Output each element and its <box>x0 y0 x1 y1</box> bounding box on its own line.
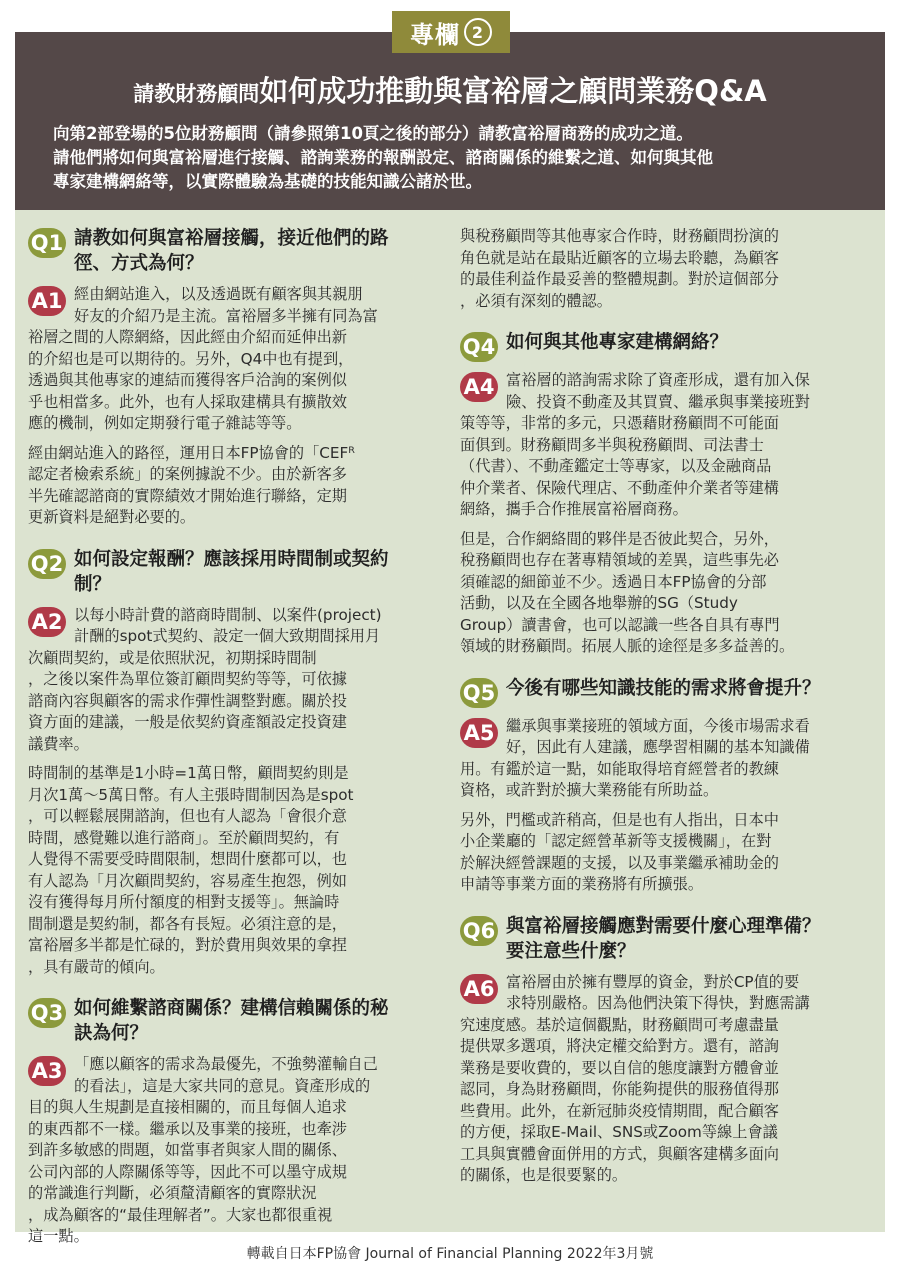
answer-line: 險、投資不動產及其買賣、繼承與事業接班對 <box>506 392 810 411</box>
answer-line: 角色就是站在最貼近顧客的立場去聆聽，為顧客 <box>460 248 779 267</box>
question-line: 與富裕層接觸應對需要什麼心理準備？ <box>506 915 821 937</box>
answer-body <box>460 1015 870 1187</box>
answer-line: 的方便，採取E-Mail、SNS或Zoom等線上會議 <box>460 1123 778 1141</box>
intro-text <box>53 122 858 194</box>
answer-row <box>28 1054 438 1097</box>
answer-body <box>460 413 870 521</box>
answer-row <box>460 716 870 759</box>
answer-line: ，必須有深刻的體認。 <box>460 291 612 310</box>
a-badge: A6 <box>460 974 498 1004</box>
answer-line: 經由網站進入，以及透過既有顧客與其親朋 <box>74 285 363 303</box>
answer-row <box>460 370 870 413</box>
answer-row <box>460 972 870 1015</box>
answer-line: 但是，合作網絡間的夥伴是否彼此契合，另外， <box>460 529 779 548</box>
q-badge: Q5 <box>460 678 498 708</box>
answer-line: 活動，以及在全國各地舉辦的SG（Study <box>460 594 738 612</box>
answer-line: ，成為顧客的“最佳理解者”。大家也都很重視 <box>28 1205 333 1224</box>
answer-line: 於解決經營課題的支援，以及事業繼承補助金的 <box>460 853 779 872</box>
answer-line: 人覺得不需要受時間限制，想問什麼都可以，也 <box>28 850 347 868</box>
answer-paragraph <box>460 226 870 312</box>
answer-lead <box>506 716 810 759</box>
a-badge: A2 <box>28 607 66 637</box>
answer-paragraph <box>28 443 438 529</box>
answer-line: 提供眾多選項，將決定權交給對方。還有，諮詢 <box>460 1037 779 1055</box>
a-badge: A3 <box>28 1056 66 1086</box>
question-row <box>28 547 438 597</box>
left-column <box>28 226 438 1266</box>
qa-item-q5 <box>460 676 870 896</box>
answer-line: 時間制的基準是1小時=1萬日幣，顧問契約則是 <box>28 764 349 782</box>
answer-line: 另外，門檻或許稍高，但是也有人指出，日本中 <box>460 810 779 829</box>
column-label: 專欄 <box>410 20 460 49</box>
question-text <box>506 914 821 964</box>
question-text <box>74 547 389 597</box>
answer-line: 策等等，非常的多元，只憑藉財務顧問不可能面 <box>460 414 779 432</box>
answer-lead <box>74 1054 378 1097</box>
answer-paragraph <box>460 810 870 896</box>
q-badge: Q2 <box>28 549 66 579</box>
q-badge: Q3 <box>28 998 66 1028</box>
answer-line: （代書）、不動產鑑定士等專家，以及金融商品 <box>460 457 772 475</box>
answer-line: 次顧問契約，或是依照狀況，初期採時間制 <box>28 648 317 667</box>
column-tab <box>392 11 510 53</box>
question-line: 徑、方式為何？ <box>74 253 204 274</box>
answer-line: 認定者檢索系統」的案例據說不少。由於新客多 <box>28 465 347 483</box>
answer-line: 繼承與事業接班的領域方面，今後市場需求看 <box>506 716 810 735</box>
question-line: 今後有哪些知識技能的需求將會提升？ <box>506 677 821 699</box>
question-line: 如何維繫諮商關係？建構信賴關係的秘 <box>74 998 389 1019</box>
answer-line: 須確認的細節並不少。透過日本FP協會的分部 <box>460 572 767 591</box>
qa-item-q4 <box>460 330 870 658</box>
answer-line: 半先確認諮商的實際績效才開始進行聯絡，定期 <box>28 486 347 505</box>
question-text <box>506 676 821 701</box>
answer-line: 好友的介紹乃是主流。富裕層多半擁有同為富 <box>74 306 378 325</box>
qa-item-q2 <box>28 547 438 979</box>
answer-line: 到許多敏感的問題，如當事者與家人間的關係、 <box>28 1141 347 1159</box>
answer-line: 富裕層多半都是忙碌的，對於費用與效果的拿捏 <box>28 936 347 954</box>
answer-line: 時間，感覺難以進行諮商」。至於顧問契約，有 <box>28 828 340 847</box>
answer-line: 富裕層的諮詢需求除了資產形成，還有加入保 <box>506 371 810 389</box>
answer-line: 用。有鑑於這一點，如能取得培育經營者的教練 <box>460 759 779 778</box>
answer-line: 公司內部的人際關係等等，因此不可以墨守成規 <box>28 1162 347 1181</box>
answer-line: 月次1萬～5萬日幣。有人主張時間制因為是spot <box>28 785 354 804</box>
intro-line: 向第2部登場的5位財務顧問（請參照第10頁之後的部分）請教富裕層商務的成功之道。 <box>53 124 693 143</box>
answer-line: 的介紹也是可以期待的。另外，Q4中也有提到， <box>28 349 354 368</box>
answer-body <box>28 327 438 435</box>
question-row <box>28 226 438 276</box>
question-row <box>460 330 870 362</box>
answer-line: 業務是要收費的，要以自信的態度讓對方體會並 <box>460 1058 779 1077</box>
title-prefix: 請教財務顧問 <box>133 82 260 106</box>
answer-line: 以每小時計費的諮商時間制、以案件(project) <box>74 605 382 624</box>
answer-line: 資格，或許對於擴大業務能有所助益。 <box>460 781 719 799</box>
answer-line: 與稅務顧問等其他專家合作時，財務顧問扮演的 <box>460 227 779 245</box>
answer-line: 的關係，也是很要緊的。 <box>460 1166 628 1184</box>
qa-item-q1 <box>28 226 438 529</box>
answer-line: 富裕層由於擁有豐厚的資金，對於CP值的要 <box>506 972 800 991</box>
answer-line: 議費率。 <box>28 734 89 753</box>
answer-line: 的看法」，這是大家共同的意見。資產形成的 <box>74 1076 371 1095</box>
intro-line: 專家建構網絡等，以實際體驗為基礎的技能知識公諸於世。 <box>53 172 482 191</box>
answer-line: Group）讀書會，也可以認識一些各自具有專門 <box>460 615 780 634</box>
qa-item-q6 <box>460 914 870 1187</box>
answer-line: 應的機制，例如定期發行電子雜誌等等。 <box>28 414 302 432</box>
answer-line: 求特別嚴格。因為他們決策下得快，對應需講 <box>506 994 810 1012</box>
answer-line: 計酬的spot式契約、設定一個大致期間採用月 <box>74 627 381 645</box>
q-badge: Q1 <box>28 228 66 258</box>
answer-line: 申請等事業方面的業務將有所擴張。 <box>460 875 703 893</box>
answer-line: 「應以顧客的需求為最優先，不強勢灌輸自己 <box>74 1055 378 1073</box>
answer-line: 這一點。 <box>28 1227 89 1245</box>
answer-line: 間制還是契約制，都各有長短。必須注意的是， <box>28 914 347 933</box>
a-badge: A4 <box>460 372 498 402</box>
question-line: 請教如何與富裕層接觸，接近他們的路 <box>74 228 389 249</box>
page-title <box>15 69 885 110</box>
answer-line: 資方面的建議，一般是依契約資產額設定投資建 <box>28 713 347 731</box>
answer-line: 稅務顧問也存在著專精領域的差異，這些事先必 <box>460 551 779 569</box>
answer-line: 裕層之間的人際網絡，因此經由介紹而延伸出新 <box>28 328 347 346</box>
intro-line: 請他們將如何與富裕層進行接觸、諮詢業務的報酬設定、諮商關係的維繫之道、如何與其他 <box>53 148 713 167</box>
answer-row <box>28 605 438 648</box>
column-number: 2 <box>464 18 492 46</box>
q-badge: Q6 <box>460 916 498 946</box>
answer-line: 的東西都不一樣。繼承以及事業的接班，也牽涉 <box>28 1119 347 1138</box>
question-text <box>74 996 389 1046</box>
answer-row <box>28 284 438 327</box>
question-line: 訣為何？ <box>74 1023 149 1044</box>
question-line: 要注意些什麼？ <box>506 940 636 962</box>
answer-lead <box>506 370 810 413</box>
answer-line: 工具與實體會面併用的方式，與顧客建構多面向 <box>460 1144 779 1163</box>
answer-paragraph <box>28 763 438 978</box>
answer-body <box>28 648 438 756</box>
answer-line: 乎也相當多。此外，也有人採取建構具有擴散效 <box>28 392 347 411</box>
source-footer: 轉載自日本FP協會 Journal of Financial Planning 2022年3月號 <box>246 1246 654 1262</box>
question-row <box>28 996 438 1046</box>
answer-lead <box>506 972 810 1015</box>
answer-line: 透過與其他專家的連結而獲得客戶洽詢的案例似 <box>28 371 347 389</box>
right-column <box>460 226 870 1205</box>
answer-line: ，可以輕鬆展開諮詢，但也有人認為「會很介意 <box>28 807 347 825</box>
column-header <box>15 32 885 210</box>
answer-line: 的常識進行判斷，必須釐清顧客的實際狀況 <box>28 1184 317 1202</box>
q-badge: Q4 <box>460 332 498 362</box>
title-main: 如何成功推動與富裕層之顧問業務Q&A <box>259 74 767 108</box>
answer-line: 諮商內容與顧客的需求作彈性調整對應。關於投 <box>28 691 347 710</box>
answer-line: 有人認為「月次顧問契約，容易產生抱怨，例如 <box>28 871 347 890</box>
answer-line: 認同，身為財務顧問，你能夠提供的服務值得那 <box>460 1080 779 1098</box>
question-line: 制？ <box>74 573 112 595</box>
answer-line: 面俱到。財務顧問多半與稅務顧問、司法書士 <box>460 435 764 454</box>
question-row <box>460 914 870 964</box>
answer-line: 仲介業者、保險代理店、不動產仲介業者等建構 <box>460 478 779 497</box>
question-text <box>506 330 728 355</box>
answer-line: 經由網站進入的路徑，運用日本FP協會的「CEFᴿ <box>28 443 355 462</box>
a-badge: A5 <box>460 718 498 748</box>
answer-lead <box>74 284 378 327</box>
answer-line: ，具有嚴苛的傾向。 <box>28 957 165 976</box>
question-line: 如何與其他專家建構網絡？ <box>506 332 729 353</box>
answer-line: 目的與人生規劃是直接相關的，而且每個人追求 <box>28 1098 347 1116</box>
question-row <box>460 676 870 708</box>
answer-line: 更新資料是絕對必要的。 <box>28 508 196 526</box>
answer-body <box>460 759 870 802</box>
qa-item-q3 <box>28 996 438 1248</box>
question-text <box>74 226 389 276</box>
answer-line: 網絡，攜手合作推展富裕層商務。 <box>460 500 688 518</box>
answer-line: 小企業廳的「認定經營革新等支援機關」，在對 <box>460 832 772 850</box>
answer-line: 的最佳利益作最妥善的整體規劃。對於這個部分 <box>460 270 779 288</box>
question-line: 如何設定報酬？應該採用時間制或契約 <box>74 548 389 570</box>
answer-body <box>28 1097 438 1248</box>
answer-line: 些費用。此外，在新冠肺炎疫情期間，配合顧客 <box>460 1101 779 1120</box>
answer-paragraph <box>460 529 870 658</box>
a-badge: A1 <box>28 286 66 316</box>
answer-line: 究速度感。基於這個觀點，財務顧問可考慮盡量 <box>460 1015 779 1034</box>
answer-lead <box>74 605 382 648</box>
answer-line: 沒有獲得每月所付額度的相對支援等」。無論時 <box>28 893 340 911</box>
answer-line: 好，因此有人建議，應學習相關的基本知識備 <box>506 738 810 756</box>
answer-line: ，之後以案件為單位簽訂顧問契約等等，可依據 <box>28 670 347 688</box>
answer-line: 領域的財務顧問。拓展人脈的途徑是多多益善的。 <box>460 637 795 655</box>
qa-item-q3-continued <box>460 226 870 312</box>
